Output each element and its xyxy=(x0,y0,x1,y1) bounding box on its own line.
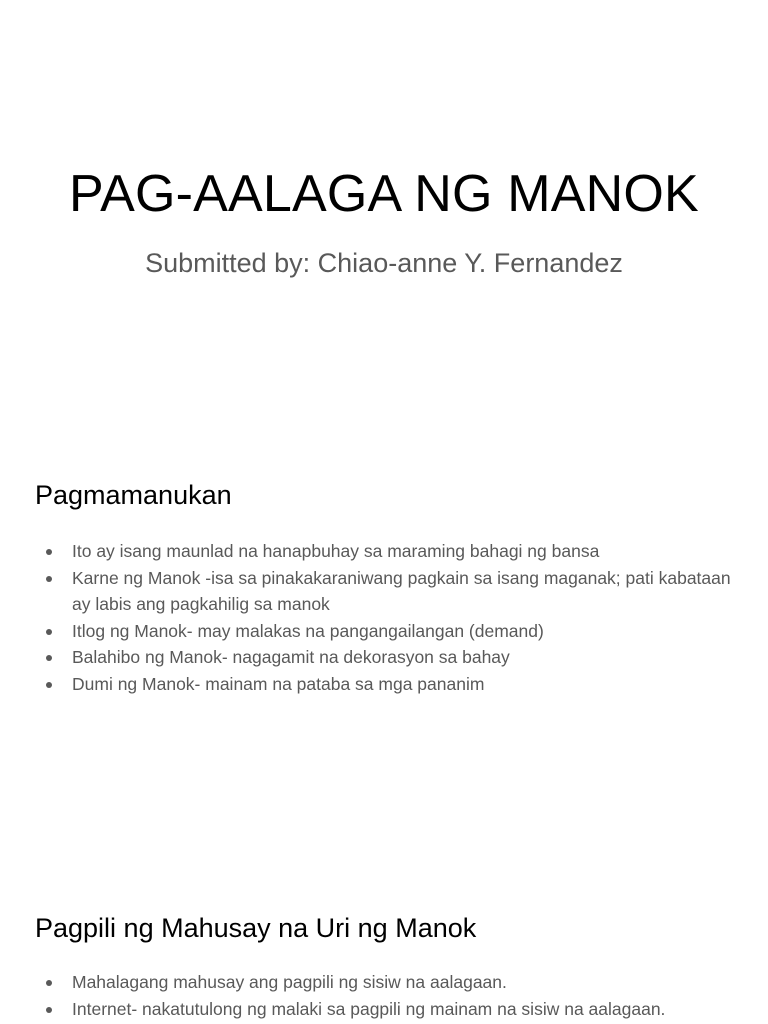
list-item xyxy=(35,671,735,698)
list-item-text: Dumi ng Manok- mainam na pataba sa mga pananim xyxy=(72,673,485,694)
list-item xyxy=(35,644,735,671)
list-item-text: Ito ay isang maunlad na hanapbuhay sa maraming bahagi ng bansa xyxy=(72,541,600,561)
section-heading-pagpili: Pagpili ng Mahusay na Uri ng Manok xyxy=(35,913,477,943)
bullet-list-pagmamanukan xyxy=(35,538,735,697)
section-heading-pagmamanukan: Pagmamanukan xyxy=(35,480,232,510)
slide-pagmamanukan xyxy=(0,432,768,864)
bullet-dot-icon xyxy=(46,549,52,555)
list-item xyxy=(35,565,735,618)
list-item-text: Internet- nakatutulong ng malaki sa pagpili ng mainam na sisiw na aalagaan. xyxy=(72,998,666,1019)
list-item-text: Balahibo ng Manok- nagagamit na dekorasyon sa bahay xyxy=(72,647,510,667)
list-item xyxy=(35,538,735,565)
bullet-dot-icon xyxy=(46,682,52,688)
bullet-list-pagpili xyxy=(35,969,735,1022)
bullet-dot-icon xyxy=(46,655,52,661)
list-item-text: Karne ng Manok -isa sa pinakakaraniwang pagkain sa isang maganak; pati kabataan ay labis ang pagkahilig sa manok xyxy=(72,567,731,614)
bullet-dot-icon xyxy=(46,629,52,635)
list-item-text: Itlog ng Manok- may malakas na pangangailangan (demand) xyxy=(72,620,544,641)
list-item xyxy=(35,969,735,996)
bullet-dot-icon xyxy=(46,576,52,582)
bullet-dot-icon xyxy=(46,980,52,986)
document-title: PAG-AALAGA NG MANOK xyxy=(69,165,699,223)
slide-pagpili xyxy=(0,864,768,1024)
list-item xyxy=(35,618,735,645)
bullet-dot-icon xyxy=(46,1007,52,1013)
author-subtitle: Submitted by: Chiao-anne Y. Fernandez xyxy=(145,248,623,278)
list-item xyxy=(35,996,735,1023)
list-item-text: Mahalagang mahusay ang pagpili ng sisiw na aalagaan. xyxy=(72,972,507,992)
title-slide xyxy=(0,0,768,432)
